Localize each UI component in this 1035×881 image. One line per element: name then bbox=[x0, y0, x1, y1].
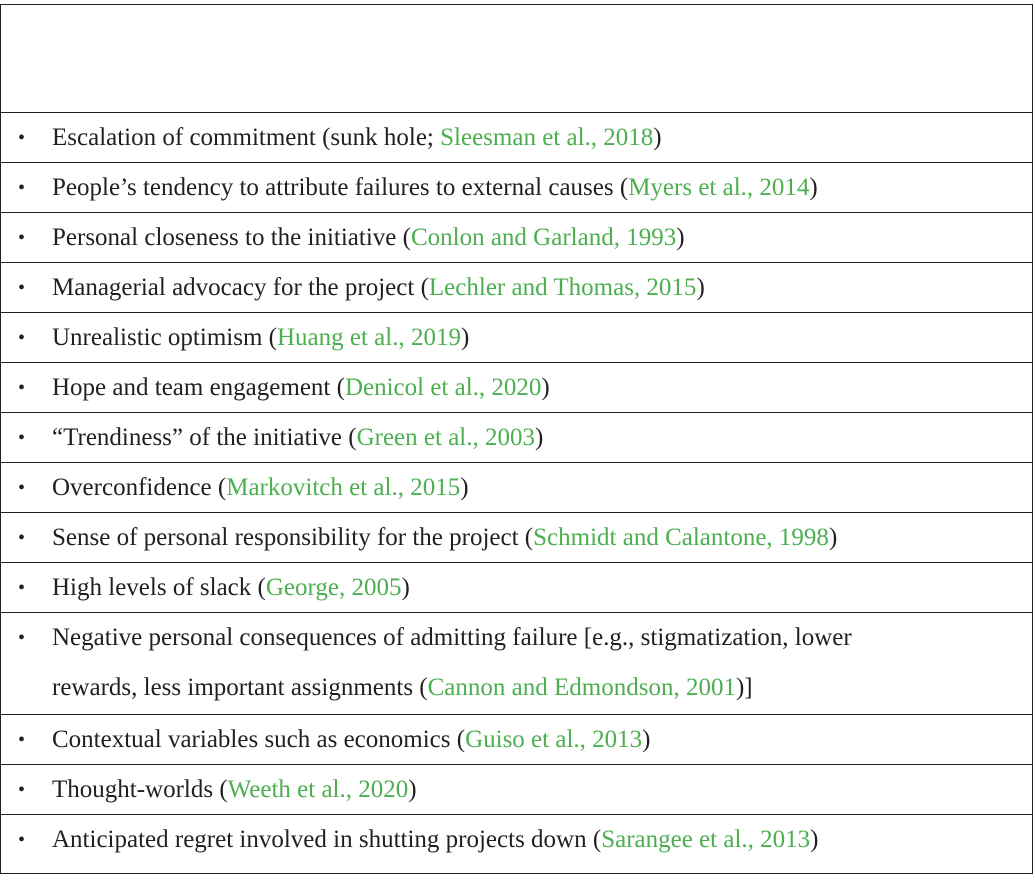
citation-link[interactable]: Sleesman et al., 2018 bbox=[440, 124, 654, 151]
bullet: • bbox=[18, 327, 26, 349]
citation-link[interactable]: Guiso et al., 2013 bbox=[465, 726, 643, 753]
item-text-end: ) bbox=[401, 574, 410, 601]
citation-link[interactable]: Sarangee et al., 2013 bbox=[601, 826, 811, 853]
item-text-line-2 bbox=[52, 663, 1022, 713]
list-item bbox=[1, 363, 1032, 413]
item-text-end: ) bbox=[809, 174, 818, 201]
item-text-end: ) bbox=[642, 726, 651, 753]
item-text: Unrealistic optimism ( bbox=[52, 324, 277, 351]
bullet: • bbox=[18, 527, 26, 549]
item-text-end: ) bbox=[534, 424, 544, 451]
item-text: High levels of slack ( bbox=[52, 574, 266, 601]
bullet: • bbox=[18, 627, 26, 649]
item-text: rewards, less important assignments ( bbox=[52, 674, 428, 701]
citation-link[interactable]: Myers et al., 2014 bbox=[628, 174, 810, 201]
item-text-end: ) bbox=[696, 274, 705, 301]
bullet: • bbox=[18, 427, 26, 449]
item-text: Contextual variables such as economics ( bbox=[52, 726, 466, 753]
citation-link[interactable]: Huang et al., 2019 bbox=[276, 324, 461, 351]
citation-link[interactable]: Denicol et al., 2020 bbox=[344, 374, 542, 401]
item-text-end: ) bbox=[541, 374, 550, 401]
item-text: Sense of personal responsibility for the project ( bbox=[52, 524, 534, 551]
bullet: • bbox=[18, 377, 26, 399]
bullet: • bbox=[18, 227, 26, 249]
citation-link[interactable]: Cannon and Edmondson, 2001 bbox=[427, 674, 736, 701]
list-item bbox=[1, 613, 1032, 715]
citation-link[interactable]: Green et al., 2003 bbox=[356, 424, 535, 451]
item-text-end: ) bbox=[408, 776, 417, 803]
bullet: • bbox=[18, 177, 26, 199]
list-item bbox=[1, 563, 1032, 613]
item-text-end: ) bbox=[460, 324, 470, 351]
item-text-end: ) bbox=[653, 124, 662, 151]
item-text: Personal closeness to the initiative ( bbox=[52, 224, 411, 251]
item-text-end: ) bbox=[828, 524, 838, 551]
list-item bbox=[1, 263, 1032, 313]
item-text-line-1: Negative personal consequences of admitting failure [e.g., stigmatization, lower bbox=[52, 624, 852, 651]
list-item bbox=[1, 413, 1032, 463]
bullet: • bbox=[18, 779, 26, 801]
item-text: People’s tendency to attribute failures to external causes ( bbox=[52, 174, 629, 201]
citation-link[interactable]: Conlon and Garland, 1993 bbox=[410, 224, 677, 251]
list-item bbox=[1, 163, 1032, 213]
item-text: Anticipated regret involved in shutting projects down ( bbox=[52, 826, 602, 853]
list-item bbox=[1, 815, 1032, 865]
item-text-end: ) bbox=[676, 224, 685, 251]
item-text: Thought-worlds ( bbox=[52, 776, 228, 803]
list-item bbox=[1, 463, 1032, 513]
citation-link[interactable]: Weeth et al., 2020 bbox=[227, 776, 409, 803]
list-item bbox=[1, 715, 1032, 765]
list-item bbox=[1, 113, 1032, 163]
item-text: “Trendiness” of the initiative ( bbox=[52, 424, 357, 451]
item-text: Managerial advocacy for the project ( bbox=[52, 274, 429, 301]
list-item bbox=[1, 313, 1032, 363]
item-text: Hope and team engagement ( bbox=[52, 374, 345, 401]
bullet: • bbox=[18, 127, 26, 149]
bullet: • bbox=[18, 729, 26, 751]
bullet: • bbox=[18, 577, 26, 599]
item-text-end: ) bbox=[810, 826, 819, 853]
bullet: • bbox=[18, 277, 26, 299]
list-item bbox=[1, 765, 1032, 815]
list-item bbox=[1, 513, 1032, 563]
list-item bbox=[1, 213, 1032, 263]
item-text-end: )] bbox=[735, 674, 753, 701]
bullet: • bbox=[18, 829, 26, 851]
citation-link[interactable]: Markovitch et al., 2015 bbox=[226, 474, 461, 501]
table-header-cell bbox=[1, 5, 1032, 113]
item-text: Overconfidence ( bbox=[52, 474, 227, 501]
citation-link[interactable]: Schmidt and Calantone, 1998 bbox=[533, 524, 829, 551]
bullet: • bbox=[18, 477, 26, 499]
item-text: Escalation of commitment (sunk hole; bbox=[52, 124, 441, 151]
citation-link[interactable]: Lechler and Thomas, 2015 bbox=[428, 274, 697, 301]
item-text-end: ) bbox=[460, 474, 469, 501]
factors-table bbox=[0, 4, 1033, 874]
citation-link[interactable]: George, 2005 bbox=[265, 574, 402, 601]
